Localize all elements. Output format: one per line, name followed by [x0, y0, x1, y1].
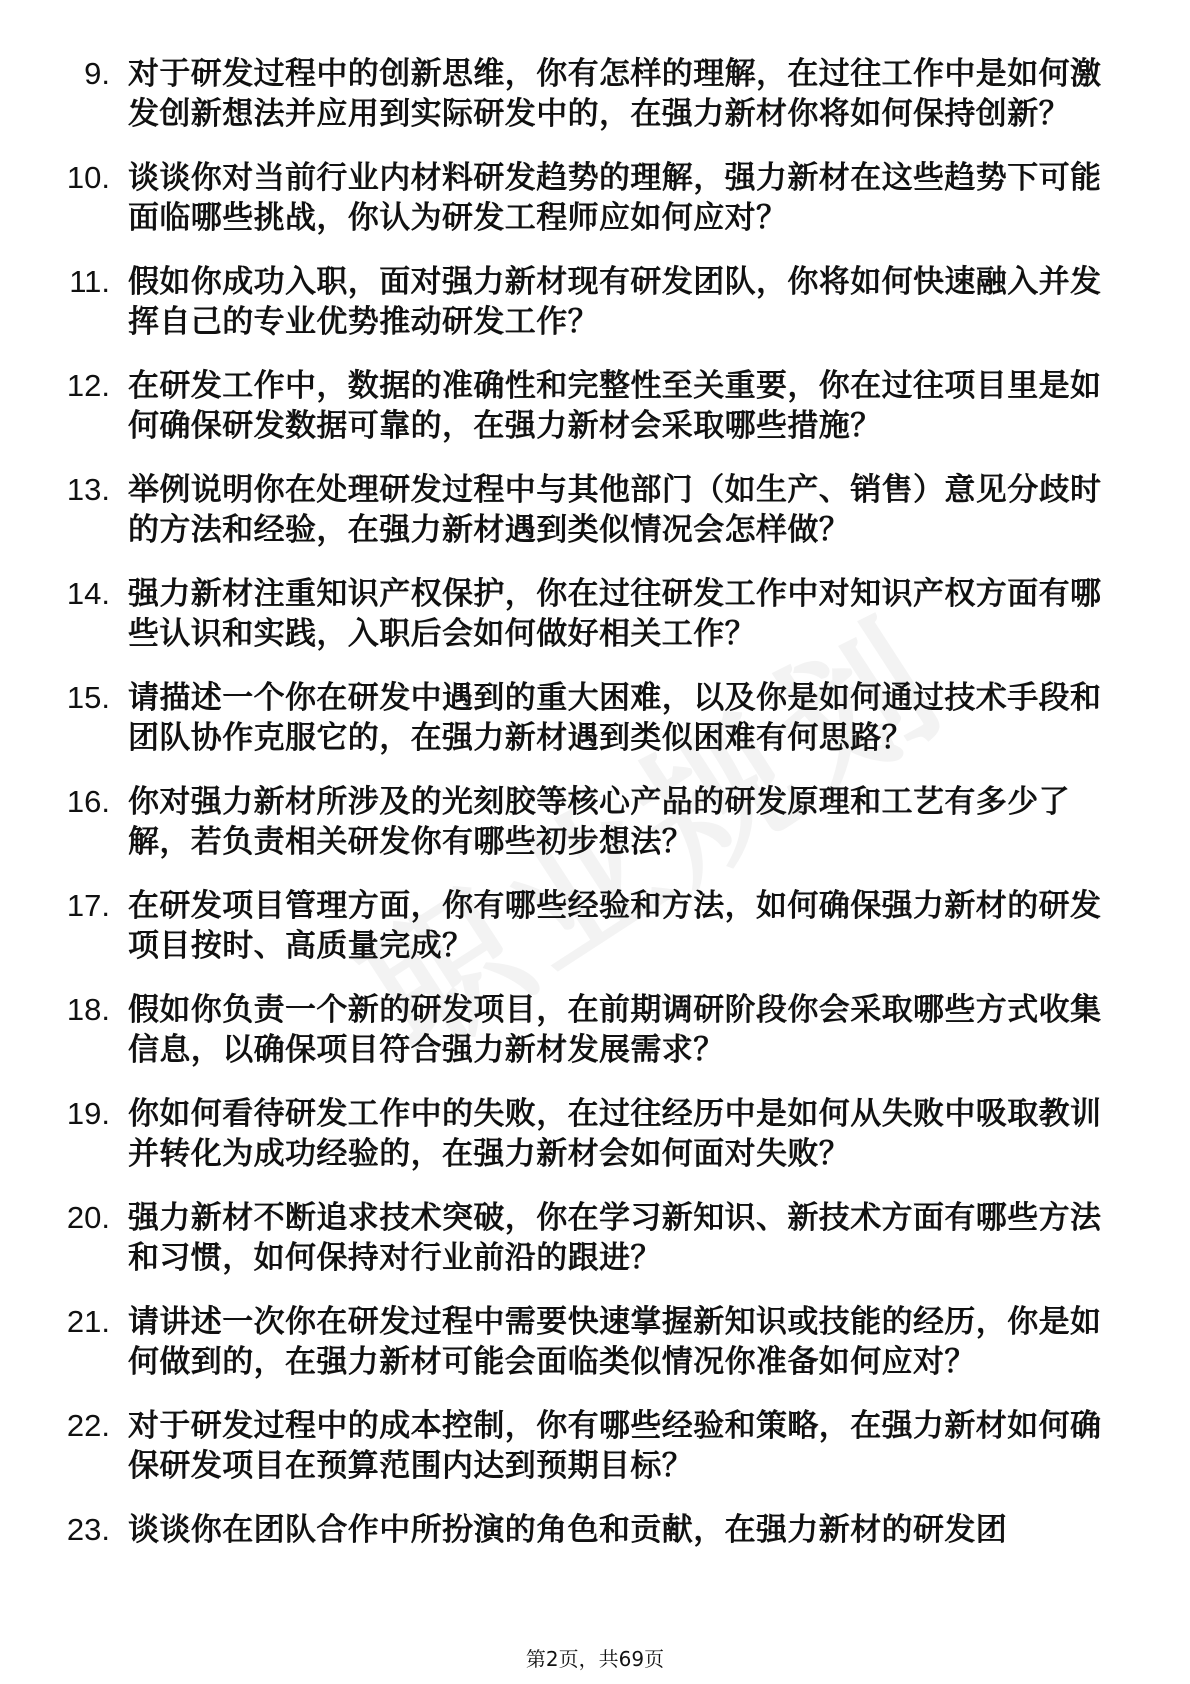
question-text: 你如何看待研发工作中的失败，在过往经历中是如何从失败中吸取教训并转化为成功经验的，在强力新材会如何面对失败？: [128, 1096, 1102, 1172]
question-text: 举例说明你在处理研发过程中与其他部门（如生产、销售）意见分歧时的方法和经验，在强力新材遇到类似情况会怎样做？: [128, 472, 1102, 548]
page-number-label: 第2页，共69页: [525, 1647, 665, 1671]
question-item: [0, 54, 1190, 134]
question-text: 假如你成功入职，面对强力新材现有研发团队，你将如何快速融入并发挥自己的专业优势推动研发工作？: [128, 264, 1102, 340]
question-text: 强力新材注重知识产权保护，你在过往研发工作中对知识产权方面有哪些认识和实践，入职后会如何做好相关工作？: [128, 576, 1102, 652]
question-item: [0, 678, 1190, 758]
question-item: [0, 574, 1190, 654]
question-item: [0, 1406, 1190, 1486]
question-text: 在研发项目管理方面，你有哪些经验和方法，如何确保强力新材的研发项目按时、高质量完成？: [128, 888, 1102, 964]
question-text: 强力新材不断追求技术突破，你在学习新知识、新技术方面有哪些方法和习惯，如何保持对行业前沿的跟进？: [128, 1200, 1102, 1276]
question-item: [0, 1198, 1190, 1278]
question-number: 16.: [66, 784, 110, 819]
question-number: 18.: [66, 992, 110, 1027]
question-number: 13.: [66, 472, 110, 507]
question-text: 你对强力新材所涉及的光刻胶等核心产品的研发原理和工艺有多少了解，若负责相关研发你有哪些初步想法？: [128, 784, 1070, 860]
question-item: [0, 158, 1190, 238]
question-number: 15.: [66, 680, 110, 715]
question-list: [0, 54, 1190, 1574]
question-text: 对于研发过程中的创新思维，你有怎样的理解，在过往工作中是如何激发创新想法并应用到实际研发中的，在强力新材你将如何保持创新？: [128, 56, 1102, 132]
question-number: 23.: [66, 1512, 110, 1547]
question-item: [0, 1510, 1190, 1550]
question-text: 谈谈你在团队合作中所扮演的角色和贡献，在强力新材的研发团: [128, 1512, 1008, 1548]
question-number: 21.: [66, 1304, 110, 1339]
question-number: 12.: [66, 368, 110, 403]
question-item: [0, 366, 1190, 446]
question-item: [0, 782, 1190, 862]
question-text: 在研发工作中，数据的准确性和完整性至关重要，你在过往项目里是如何确保研发数据可靠的，在强力新材会采取哪些措施？: [128, 368, 1102, 444]
page-footer: [0, 1646, 1190, 1672]
question-number: 19.: [66, 1096, 110, 1131]
question-text: 对于研发过程中的成本控制，你有哪些经验和策略，在强力新材如何确保研发项目在预算范围内达到预期目标？: [128, 1408, 1102, 1484]
question-number: 11.: [69, 264, 110, 299]
question-text: 请讲述一次你在研发过程中需要快速掌握新知识或技能的经历，你是如何做到的，在强力新材可能会面临类似情况你准备如何应对？: [128, 1304, 1102, 1380]
question-item: [0, 470, 1190, 550]
question-text: 假如你负责一个新的研发项目，在前期调研阶段你会采取哪些方式收集信息，以确保项目符合强力新材发展需求？: [128, 992, 1102, 1068]
question-item: [0, 262, 1190, 342]
question-item: [0, 1302, 1190, 1382]
question-number: 10.: [66, 160, 110, 195]
question-item: [0, 886, 1190, 966]
question-text: 谈谈你对当前行业内材料研发趋势的理解，强力新材在这些趋势下可能面临哪些挑战，你认为研发工程师应如何应对？: [128, 160, 1102, 236]
question-item: [0, 990, 1190, 1070]
question-text: 请描述一个你在研发中遇到的重大困难，以及你是如何通过技术手段和团队协作克服它的，在强力新材遇到类似困难有何思路？: [128, 680, 1102, 756]
question-number: 9.: [84, 56, 110, 91]
question-number: 17.: [66, 888, 110, 923]
question-number: 20.: [66, 1200, 110, 1235]
question-number: 22.: [66, 1408, 110, 1443]
question-item: [0, 1094, 1190, 1174]
question-number: 14.: [66, 576, 110, 611]
